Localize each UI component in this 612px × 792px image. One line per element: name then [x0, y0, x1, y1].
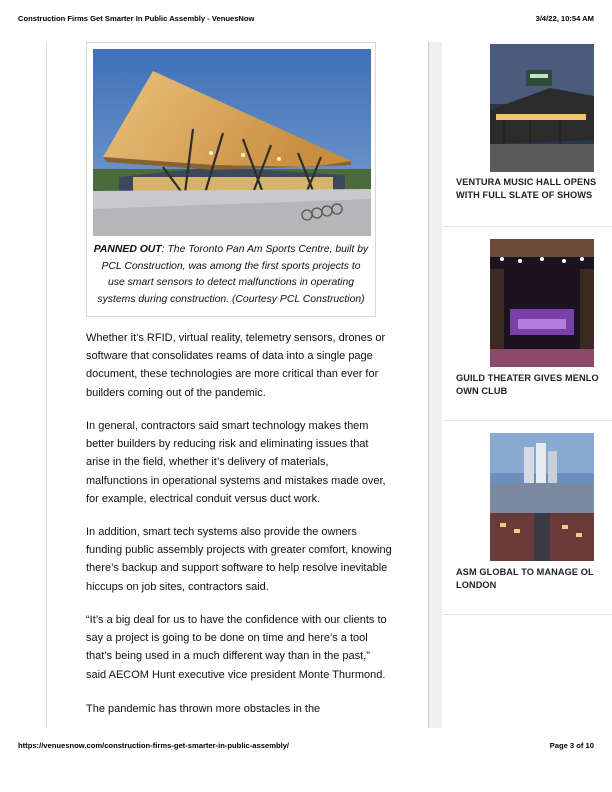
sidebar-item[interactable] [443, 42, 612, 232]
sidebar-divider [443, 226, 612, 227]
column-gutter [428, 42, 442, 728]
music-hall-photo-icon [490, 44, 594, 172]
paragraph-5: The pandemic has thrown more obstacles in the [86, 703, 321, 715]
sidebar-item-title[interactable]: GUILD THEATER GIVES MENLO OWN CLUB [456, 373, 599, 396]
sidebar-divider [443, 614, 612, 615]
page-title: Construction Firms Get Smarter In Public Assembly - VenuesNow [18, 14, 255, 23]
paragraph-2: In general, contractors said smart technology makes them better builders by reducing risk and eliminating issues that arise in the field, whether it’s delivery of materials, malfunctions in operational systems and mistakes made over, for example, electrical conduit versus duct work. [86, 420, 386, 505]
paragraph-3: In addition, smart tech systems also provide the owners funding public assembly projects with greater comfort, knowing there’s backup and support software to help resolve inevitable hiccups on job sites, contractors said. [86, 526, 392, 593]
theater-stage-photo-icon [490, 239, 594, 367]
print-header [18, 14, 594, 28]
left-column-rule [46, 42, 47, 728]
sidebar-item-title[interactable]: VENTURA MUSIC HALL OPENS WITH FULL SLATE OF SHOWS [456, 177, 597, 200]
print-datetime: 3/4/22, 10:54 AM [535, 14, 594, 23]
city-aerial-photo-icon [490, 433, 594, 561]
paragraph-1: Whether it’s RFID, virtual reality, telemetry sensors, drones or software that consolidates reams of data into a single page document, these technologies are more critical than ever for builders coming out of the pandemic. [86, 332, 386, 399]
center-rule [428, 42, 429, 728]
paragraph-4: “It’s a big deal for us to have the confidence with our clients to say a project is going to be done on time and here’s a tool that’s being used in a much different way than in the past,” said AECOM Hunt executive vice president Monte Thurmond. [86, 614, 387, 681]
print-footer [18, 741, 594, 755]
sidebar-item[interactable] [443, 238, 612, 418]
page-url: https://venuesnow.com/construction-firms-get-smarter-in-public-assembly/ [18, 741, 290, 750]
sidebar-item[interactable] [443, 432, 612, 612]
figure-caption [93, 242, 369, 308]
page-number: Page 3 of 10 [549, 741, 594, 750]
caption-lead: PANNED OUT [93, 244, 162, 255]
caption-text: : The Toronto Pan Am Sports Centre, built by PCL Construction, was among the first sports projects to use smart sensors to detect malfunctions in operating systems during construction. (Courtesy PCL Construction) [97, 244, 369, 305]
sidebar-divider [443, 420, 612, 421]
sidebar-item-title[interactable]: ASM GLOBAL TO MANAGE OL LONDON [456, 567, 594, 590]
arena-photo-icon [93, 49, 371, 236]
article-figure [86, 42, 376, 317]
